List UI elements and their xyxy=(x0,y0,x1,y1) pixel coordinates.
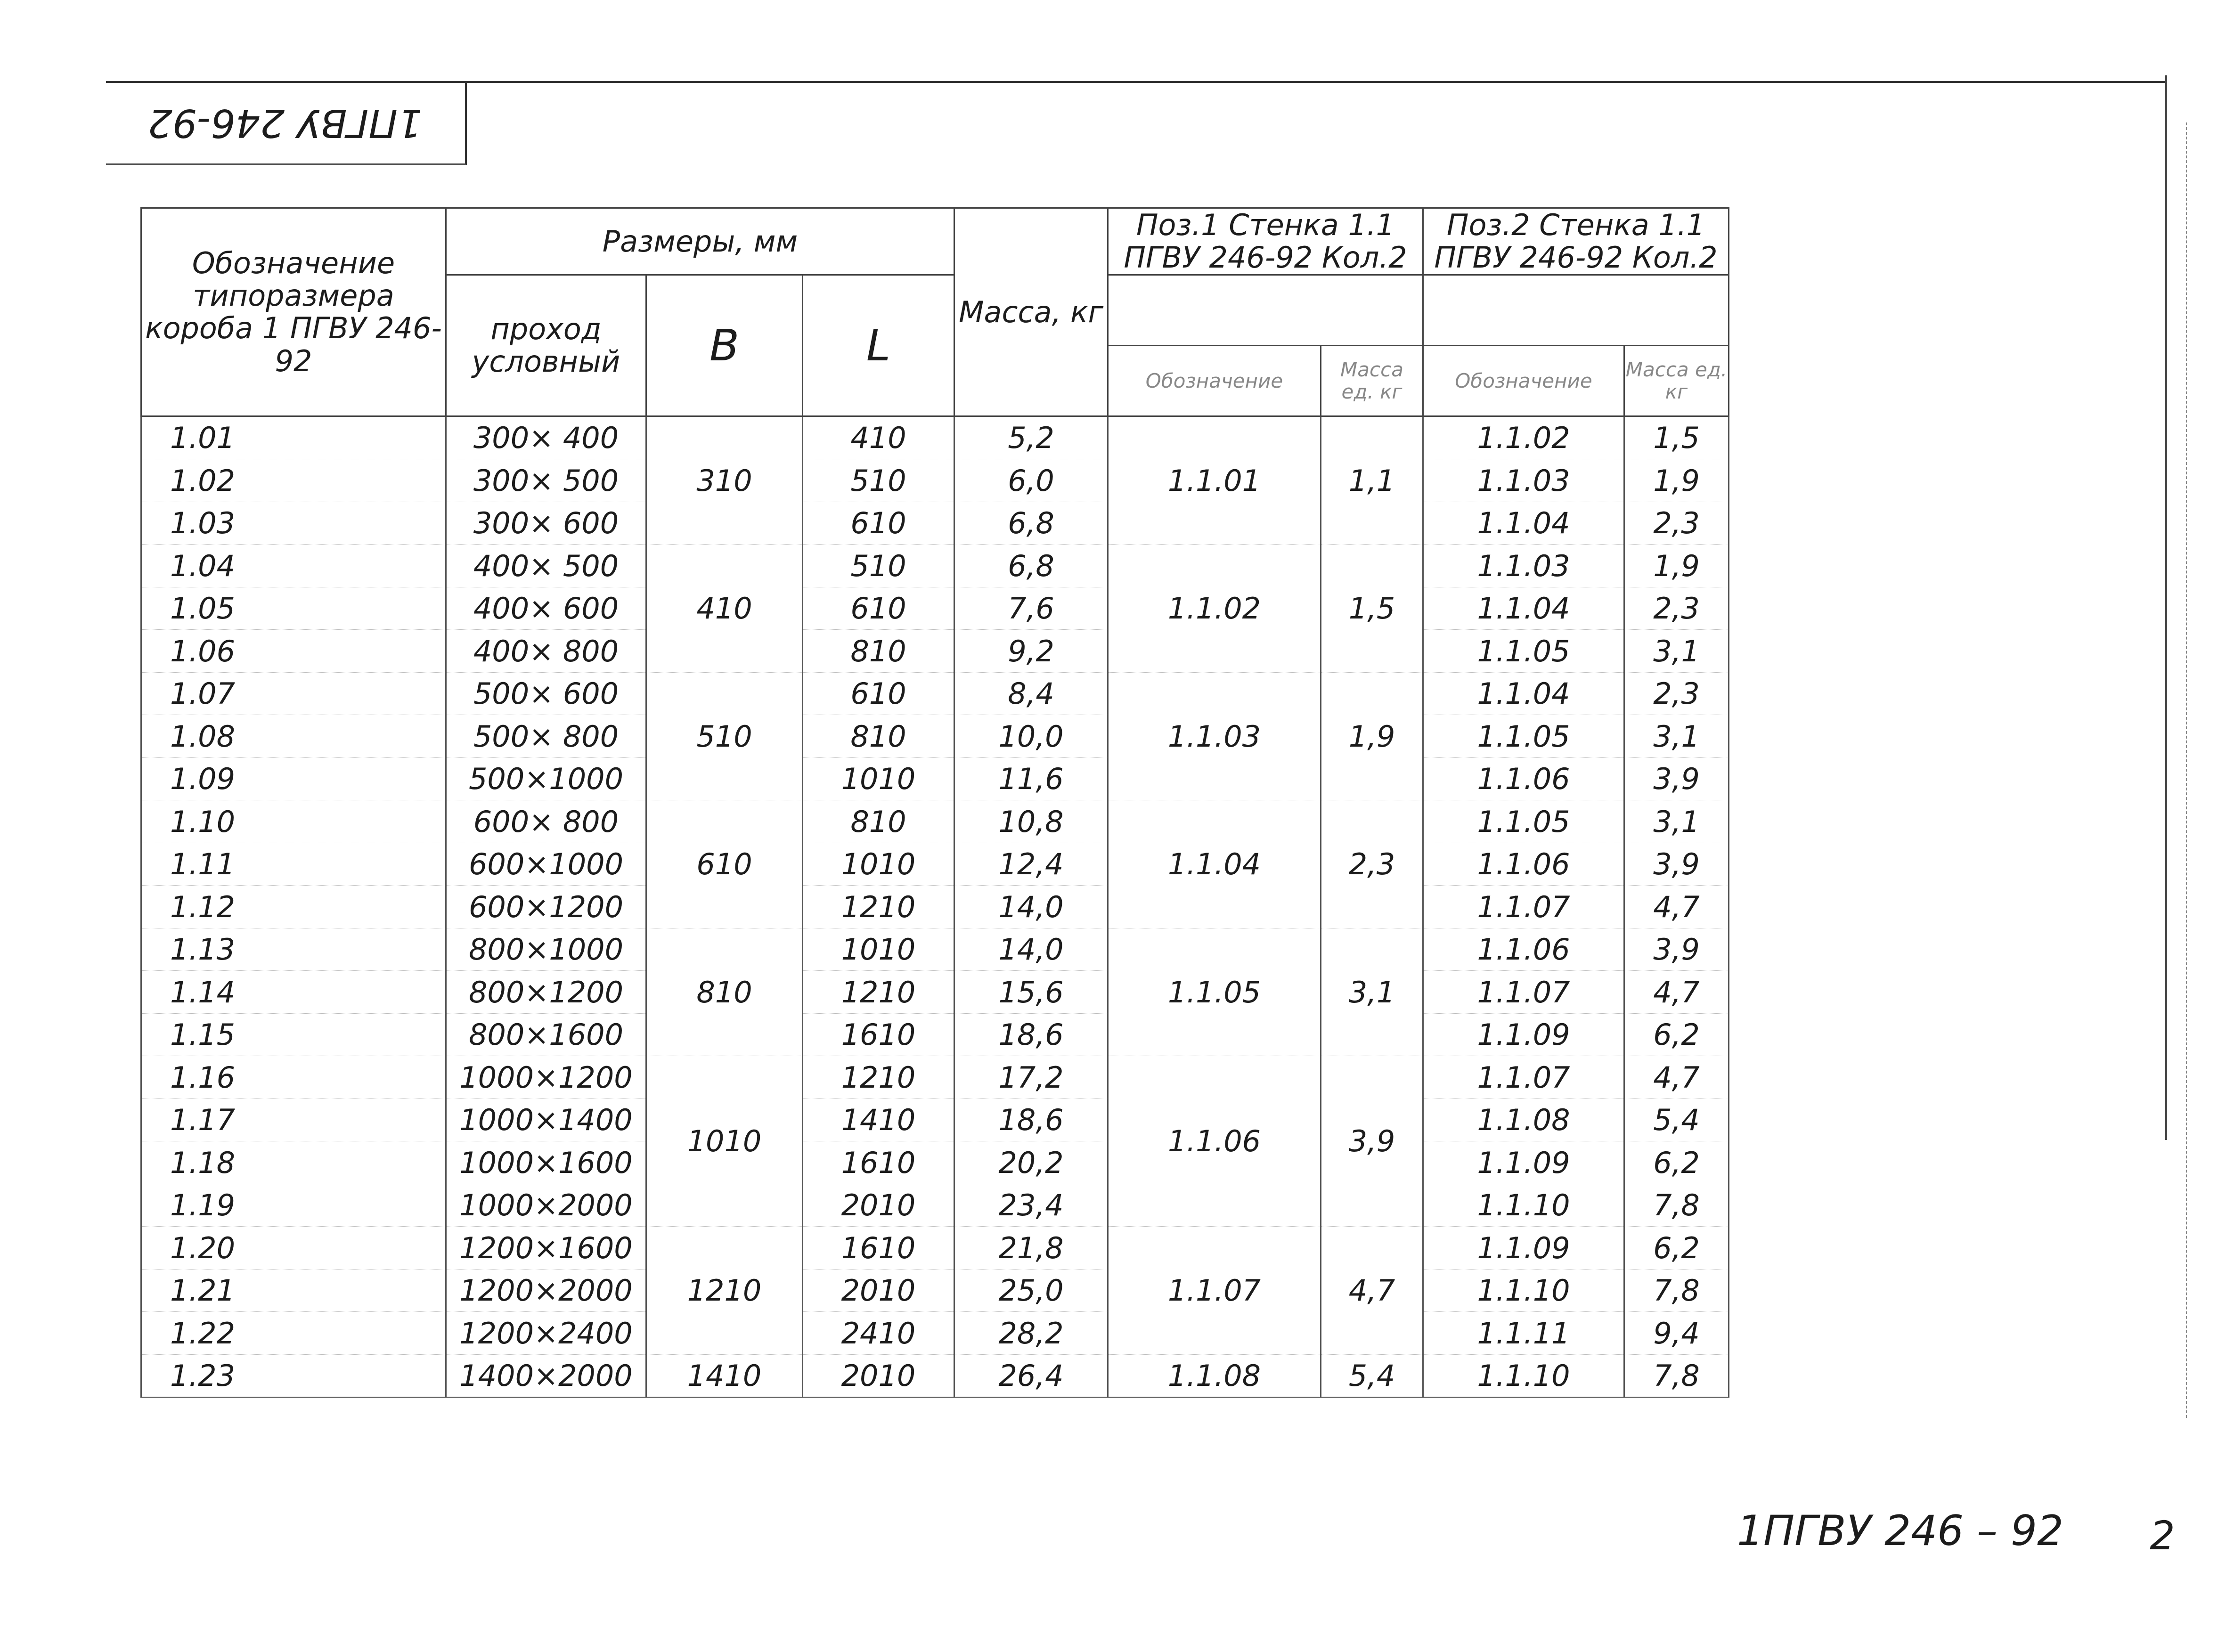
cell-l: 2010 xyxy=(803,1354,954,1398)
cell-mass: 17,2 xyxy=(954,1056,1108,1099)
cell-pos2-mass: 2,3 xyxy=(1624,587,1729,630)
cell-mass: 18,6 xyxy=(954,1013,1108,1056)
cell-pos1: 1.1.06 xyxy=(1108,1056,1321,1227)
cell-pos2: 1.1.08 xyxy=(1423,1099,1624,1141)
cell-pos2: 1.1.06 xyxy=(1423,843,1624,886)
cell-pos2-mass: 9,4 xyxy=(1624,1312,1729,1355)
cell-mass: 23,4 xyxy=(954,1184,1108,1227)
cell-mass: 20,2 xyxy=(954,1141,1108,1184)
header-dimensions: Размеры, мм xyxy=(446,208,954,275)
cell-pass: 300× 400 xyxy=(446,416,646,459)
cell-designation: 1.12 xyxy=(141,886,446,928)
cell-pos2: 1.1.04 xyxy=(1423,672,1624,715)
cell-pos2-mass: 2,3 xyxy=(1624,672,1729,715)
cell-designation: 1.17 xyxy=(141,1099,446,1141)
cell-mass: 8,4 xyxy=(954,672,1108,715)
table-row xyxy=(141,886,1729,928)
cell-pos2: 1.1.07 xyxy=(1423,1056,1624,1099)
cell-pos2: 1.1.09 xyxy=(1423,1013,1624,1056)
cell-pos1: 1.1.03 xyxy=(1108,672,1321,800)
cell-pass: 1200×2000 xyxy=(446,1269,646,1312)
cell-pos1: 1.1.01 xyxy=(1108,416,1321,545)
cell-pass: 1000×2000 xyxy=(446,1184,646,1227)
cell-pos2-mass: 6,2 xyxy=(1624,1141,1729,1184)
table-row xyxy=(141,545,1729,587)
footer-document-code: 1ПГВУ 246 – 92 xyxy=(1737,1506,2063,1555)
cell-mass: 18,6 xyxy=(954,1099,1108,1141)
cell-b: 410 xyxy=(646,545,803,673)
cell-pos2: 1.1.06 xyxy=(1423,928,1624,971)
cell-designation: 1.07 xyxy=(141,672,446,715)
cell-pos2-mass: 3,9 xyxy=(1624,843,1729,886)
cell-pos2-mass: 4,7 xyxy=(1624,971,1729,1014)
cell-mass: 10,0 xyxy=(954,715,1108,758)
cell-mass: 6,0 xyxy=(954,459,1108,502)
cell-designation: 1.15 xyxy=(141,1013,446,1056)
cell-l: 1610 xyxy=(803,1227,954,1270)
cell-pass: 500× 600 xyxy=(446,672,646,715)
cell-designation: 1.05 xyxy=(141,587,446,630)
cell-pos2: 1.1.05 xyxy=(1423,630,1624,673)
cell-l: 1610 xyxy=(803,1013,954,1056)
cell-pass: 600×1000 xyxy=(446,843,646,886)
cell-pos2-mass: 6,2 xyxy=(1624,1013,1729,1056)
cell-pos2-mass: 1,9 xyxy=(1624,545,1729,587)
cell-pass: 600× 800 xyxy=(446,800,646,843)
cell-pos2: 1.1.10 xyxy=(1423,1354,1624,1398)
cell-designation: 1.11 xyxy=(141,843,446,886)
cell-designation: 1.10 xyxy=(141,800,446,843)
header-b: В xyxy=(646,275,803,416)
cell-l: 610 xyxy=(803,672,954,715)
cell-mass: 11,6 xyxy=(954,757,1108,800)
cell-designation: 1.22 xyxy=(141,1312,446,1355)
cell-pos1: 1.1.07 xyxy=(1108,1227,1321,1355)
cell-l: 2010 xyxy=(803,1269,954,1312)
cell-designation: 1.04 xyxy=(141,545,446,587)
cell-pos2: 1.1.11 xyxy=(1423,1312,1624,1355)
cell-pass: 1000×1600 xyxy=(446,1141,646,1184)
header-pos1-spacer xyxy=(1108,275,1423,345)
table-row xyxy=(141,1312,1729,1355)
table-row xyxy=(141,1184,1729,1227)
cell-mass: 9,2 xyxy=(954,630,1108,673)
header-pos2-designation: Обозначение xyxy=(1423,345,1624,416)
cell-b: 310 xyxy=(646,416,803,545)
cell-designation: 1.02 xyxy=(141,459,446,502)
table-row xyxy=(141,1269,1729,1312)
table-row xyxy=(141,1099,1729,1141)
cell-pos2-mass: 1,5 xyxy=(1624,416,1729,459)
cell-pass: 400× 800 xyxy=(446,630,646,673)
table-row xyxy=(141,928,1729,971)
stamp-code-inverted: 1ПГВУ 246-92 xyxy=(147,100,423,145)
cell-pass: 1000×1400 xyxy=(446,1099,646,1141)
header-pos1-mass: Масса ед. кг xyxy=(1321,345,1423,416)
cell-l: 610 xyxy=(803,587,954,630)
cell-pos1-mass: 3,9 xyxy=(1321,1056,1423,1227)
cell-pos2-mass: 2,3 xyxy=(1624,502,1729,545)
cell-mass: 14,0 xyxy=(954,928,1108,971)
cell-designation: 1.13 xyxy=(141,928,446,971)
cell-l: 1210 xyxy=(803,886,954,928)
cell-pos2-mass: 3,9 xyxy=(1624,928,1729,971)
cell-pos1-mass: 1,9 xyxy=(1321,672,1423,800)
header-pos2-spacer xyxy=(1423,275,1729,345)
table-row xyxy=(141,843,1729,886)
cell-designation: 1.09 xyxy=(141,757,446,800)
cell-b: 610 xyxy=(646,800,803,928)
cell-pos2-mass: 4,7 xyxy=(1624,886,1729,928)
cell-pos2: 1.1.10 xyxy=(1423,1269,1624,1312)
cell-designation: 1.03 xyxy=(141,502,446,545)
cell-pass: 800×1000 xyxy=(446,928,646,971)
cell-pos2-mass: 4,7 xyxy=(1624,1056,1729,1099)
cell-l: 810 xyxy=(803,800,954,843)
header-nominal-pass: проход условный xyxy=(446,275,646,416)
cell-pos2-mass: 3,9 xyxy=(1624,757,1729,800)
table-row xyxy=(141,672,1729,715)
cell-pos2-mass: 3,1 xyxy=(1624,800,1729,843)
cell-l: 1410 xyxy=(803,1099,954,1141)
cell-l: 1010 xyxy=(803,843,954,886)
table-row xyxy=(141,630,1729,673)
cell-pass: 1000×1200 xyxy=(446,1056,646,1099)
header-mass: Масса, кг xyxy=(954,208,1108,416)
cell-pass: 500× 800 xyxy=(446,715,646,758)
cell-pos2-mass: 3,1 xyxy=(1624,715,1729,758)
cell-pos2: 1.1.09 xyxy=(1423,1141,1624,1184)
frame-right-dashed-line xyxy=(2186,122,2187,1418)
cell-pos2: 1.1.07 xyxy=(1423,886,1624,928)
table-row xyxy=(141,459,1729,502)
cell-b: 1010 xyxy=(646,1056,803,1227)
cell-designation: 1.01 xyxy=(141,416,446,459)
cell-pos2: 1.1.10 xyxy=(1423,1184,1624,1227)
cell-l: 610 xyxy=(803,502,954,545)
table-row xyxy=(141,1056,1729,1099)
cell-pos1-mass: 1,1 xyxy=(1321,416,1423,545)
cell-l: 2010 xyxy=(803,1184,954,1227)
cell-pass: 1200×1600 xyxy=(446,1227,646,1270)
cell-b: 1210 xyxy=(646,1227,803,1355)
cell-pos2: 1.1.04 xyxy=(1423,502,1624,545)
cell-pass: 400× 600 xyxy=(446,587,646,630)
cell-designation: 1.23 xyxy=(141,1354,446,1398)
cell-pass: 800×1600 xyxy=(446,1013,646,1056)
table-row xyxy=(141,757,1729,800)
cell-pos1-mass: 1,5 xyxy=(1321,545,1423,673)
cell-pos2: 1.1.05 xyxy=(1423,715,1624,758)
cell-mass: 26,4 xyxy=(954,1354,1108,1398)
cell-pos2-mass: 1,9 xyxy=(1624,459,1729,502)
cell-pass: 300× 600 xyxy=(446,502,646,545)
cell-pos2-mass: 5,4 xyxy=(1624,1099,1729,1141)
box-sizes-table xyxy=(140,207,1729,1398)
cell-designation: 1.14 xyxy=(141,971,446,1014)
cell-l: 1610 xyxy=(803,1141,954,1184)
cell-l: 410 xyxy=(803,416,954,459)
cell-pos2-mass: 3,1 xyxy=(1624,630,1729,673)
footer-page-number: 2 xyxy=(2150,1513,2175,1559)
cell-pos1-mass: 4,7 xyxy=(1321,1227,1423,1355)
cell-mass: 6,8 xyxy=(954,545,1108,587)
cell-l: 810 xyxy=(803,630,954,673)
header-pos2-mass: Масса ед. кг xyxy=(1624,345,1729,416)
cell-pass: 1200×2400 xyxy=(446,1312,646,1355)
table-row xyxy=(141,715,1729,758)
cell-pass: 600×1200 xyxy=(446,886,646,928)
cell-mass: 14,0 xyxy=(954,886,1108,928)
cell-l: 1010 xyxy=(803,928,954,971)
cell-l: 2410 xyxy=(803,1312,954,1355)
cell-pos2: 1.1.03 xyxy=(1423,459,1624,502)
cell-mass: 5,2 xyxy=(954,416,1108,459)
cell-designation: 1.21 xyxy=(141,1269,446,1312)
header-pos2: Поз.2 Стенка 1.1 ПГВУ 246-92 Кол.2 xyxy=(1423,208,1729,275)
cell-pos1: 1.1.05 xyxy=(1108,928,1321,1056)
cell-pos2-mass: 7,8 xyxy=(1624,1269,1729,1312)
cell-pos2: 1.1.05 xyxy=(1423,800,1624,843)
cell-pos1-mass: 3,1 xyxy=(1321,928,1423,1056)
cell-pass: 1400×2000 xyxy=(446,1354,646,1398)
cell-pass: 400× 500 xyxy=(446,545,646,587)
table-row xyxy=(141,587,1729,630)
cell-designation: 1.06 xyxy=(141,630,446,673)
cell-l: 810 xyxy=(803,715,954,758)
table-row xyxy=(141,416,1729,459)
frame-right-line xyxy=(2165,75,2167,1140)
cell-mass: 10,8 xyxy=(954,800,1108,843)
cell-designation: 1.18 xyxy=(141,1141,446,1184)
cell-pos2: 1.1.06 xyxy=(1423,757,1624,800)
cell-designation: 1.19 xyxy=(141,1184,446,1227)
header-l: L xyxy=(803,275,954,416)
cell-b: 510 xyxy=(646,672,803,800)
cell-mass: 12,4 xyxy=(954,843,1108,886)
cell-mass: 28,2 xyxy=(954,1312,1108,1355)
table-row xyxy=(141,971,1729,1014)
cell-pos1: 1.1.02 xyxy=(1108,545,1321,673)
cell-mass: 6,8 xyxy=(954,502,1108,545)
table-row xyxy=(141,502,1729,545)
cell-pass: 300× 500 xyxy=(446,459,646,502)
cell-l: 510 xyxy=(803,545,954,587)
table-row xyxy=(141,1013,1729,1056)
cell-pos2: 1.1.07 xyxy=(1423,971,1624,1014)
cell-pos1: 1.1.04 xyxy=(1108,800,1321,928)
cell-mass: 21,8 xyxy=(954,1227,1108,1270)
cell-pos2-mass: 7,8 xyxy=(1624,1354,1729,1398)
cell-l: 1010 xyxy=(803,757,954,800)
cell-pos2: 1.1.03 xyxy=(1423,545,1624,587)
cell-pass: 500×1000 xyxy=(446,757,646,800)
header-pos1: Поз.1 Стенка 1.1 ПГВУ 246-92 Кол.2 xyxy=(1108,208,1423,275)
cell-designation: 1.16 xyxy=(141,1056,446,1099)
table-row xyxy=(141,1354,1729,1398)
cell-b: 810 xyxy=(646,928,803,1056)
cell-pos2-mass: 6,2 xyxy=(1624,1227,1729,1270)
cell-designation: 1.08 xyxy=(141,715,446,758)
cell-pos2-mass: 7,8 xyxy=(1624,1184,1729,1227)
cell-pass: 800×1200 xyxy=(446,971,646,1014)
cell-designation: 1.20 xyxy=(141,1227,446,1270)
cell-mass: 25,0 xyxy=(954,1269,1108,1312)
header-designation: Обозначение типоразмера короба 1 ПГВУ 246-92 xyxy=(141,208,446,416)
cell-l: 1210 xyxy=(803,1056,954,1099)
table-body xyxy=(141,416,1729,1398)
cell-pos1: 1.1.08 xyxy=(1108,1354,1321,1398)
header-pos1-designation: Обозначение xyxy=(1108,345,1321,416)
table-row xyxy=(141,800,1729,843)
cell-pos2: 1.1.09 xyxy=(1423,1227,1624,1270)
cell-mass: 15,6 xyxy=(954,971,1108,1014)
cell-l: 1210 xyxy=(803,971,954,1014)
cell-mass: 7,6 xyxy=(954,587,1108,630)
cell-pos1-mass: 2,3 xyxy=(1321,800,1423,928)
cell-pos2: 1.1.02 xyxy=(1423,416,1624,459)
cell-pos1-mass: 5,4 xyxy=(1321,1354,1423,1398)
cell-pos2: 1.1.04 xyxy=(1423,587,1624,630)
table-row xyxy=(141,1227,1729,1270)
cell-l: 510 xyxy=(803,459,954,502)
cell-b: 1410 xyxy=(646,1354,803,1398)
table-row xyxy=(141,1141,1729,1184)
